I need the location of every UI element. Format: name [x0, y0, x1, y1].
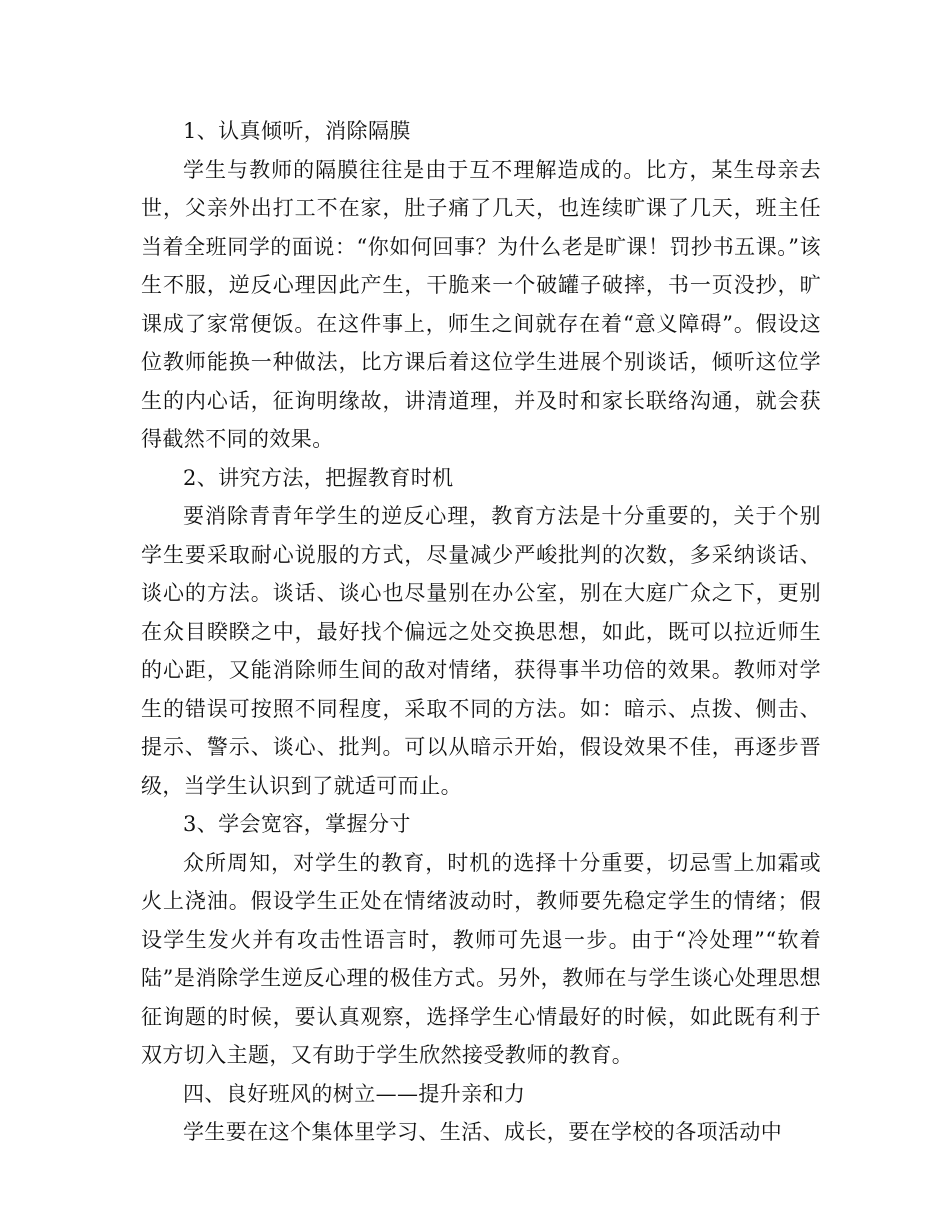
section-heading-2: 2、讲究方法，把握教育时机 — [183, 465, 454, 490]
section-heading-3: 3、学会宽容，掌握分寸 — [183, 812, 411, 836]
body-paragraph-2: 要消除青青年学生的逆反心理，教育方法是十分重要的，关于个别学生要采取耐心说服的方式，尽量减少严峻批判的次数，多采纳谈话、谈心的方法。谈话、谈心也尽量别在办公室，别在大庭广众之下，更别在众目睽睽之中，最好找个偏远之处交换思想，如此，既可以拉近师生的心距，又能消除师生间的敌对情绪，获得事半功倍的效果。教师对学生的错误可按照不同程度，采取不同的方法。如：暗示、点拨、侧击、提示、警示、谈心、批判。可以从暗示开始，假设效果不佳，再逐步晋级，当学生认识到了就适可而止。 — [141, 504, 821, 798]
body-paragraph-1: 学生与教师的隔膜往往是由于互不理解造成的。比方，某生母亲去世，父亲外出打工不在家，肚子痛了几天，也连续旷课了几天，班主任当着全班同学的面说：“你如何回事？为什么老是旷课！罚抄书五课。”该生不服，逆反心理因此产生，干脆来一个破罐子破摔，书一页没抄，旷课成了家常便饭。在这件事上，师生之间就存在着“意义障碍”。假设这位教师能换一种做法，比方课后着这位学生进展个别谈话，倾听这位学生的内心话，征询明缘故，讲清道理，并及时和家长联络沟通，就会获得截然不同的效果。 — [141, 157, 821, 451]
section-heading-1: 1、认真倾听，消除隔膜 — [183, 119, 411, 143]
section-heading-4: 四、良好班风的树立——提升亲和力 — [183, 1081, 526, 1106]
document-body — [141, 112, 821, 1152]
body-paragraph-3: 众所周知，对学生的教育，时机的选择十分重要，切忌雪上加霜或火上浇油。假设学生正处在情绪波动时，教师要先稳定学生的情绪；假设学生发火并有攻击性语言时，教师可先退一步。由于“冷处理”“软着陆”是消除学生逆反心理的极佳方式。另外，教师在与学生谈心处理思想征询题的时候，要认真观察，选择学生心情最好的时候，如此既有利于双方切入主题，又有助于学生欣然接受教师的教育。 — [141, 850, 821, 1067]
body-paragraph-4: 学生要在这个集体里学习、生活、成长，要在学校的各项活动中 — [183, 1120, 783, 1144]
